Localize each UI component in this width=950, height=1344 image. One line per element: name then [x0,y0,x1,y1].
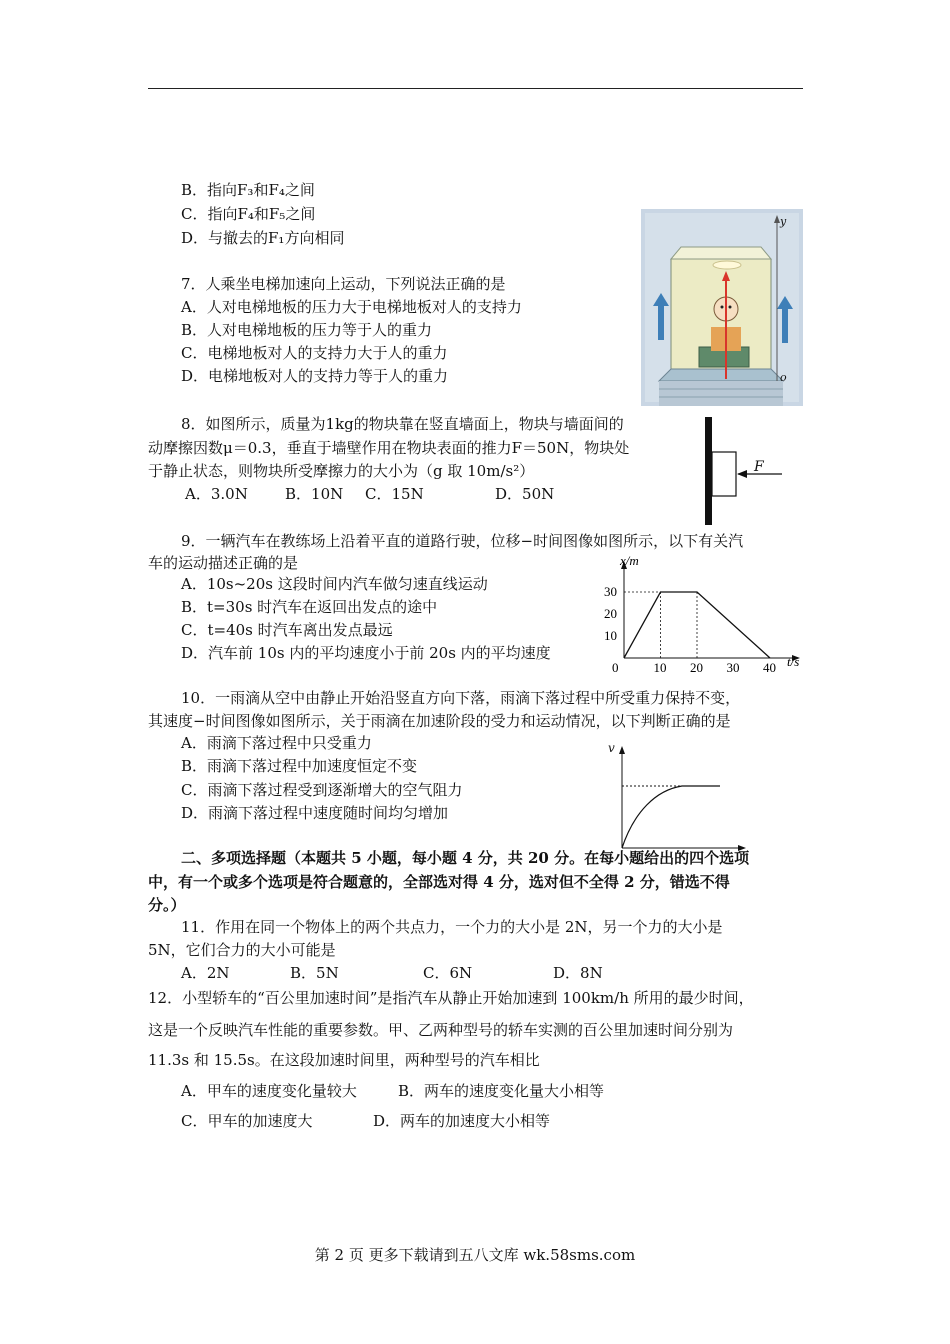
q9-line-2: 车的运动描述正确的是 [148,554,299,572]
section2-line-1: 二、多项选择题（本题共 5 小题，每小题 4 分，共 20 分。在每小题给出的四个选项 [181,849,750,867]
section2-line-2: 中，有一个或多个选项是符合题意的，全部选对得 4 分，选对但不全得 2 分，错选不得 [148,873,730,891]
xt-x-tick-30: 30 [726,660,740,674]
q8-option-d: D．50N [495,485,555,503]
q11-line-1: 11．作用在同一个物体上的两个共点力，一个力的大小是 2N，另一个力的大小是 [181,918,723,936]
xt-x-tick-40: 40 [763,660,776,674]
q12-line-1: 12．小型轿车的“百公里加速时间”是指汽车从静止开始加速到 100km/h 所用的最少时间， [148,989,754,1007]
q11-option-d: D．8N [553,964,603,982]
q10-line-1: 10．一雨滴从空中由静止开始沿竖直方向下落，雨滴下落过程中所受重力保持不变， [181,689,741,707]
q9-option-b: B．t=30s 时汽车在返回出发点的途中 [181,598,438,616]
q8-line-1: 8．如图所示，质量为1kg的物块靠在竖直墙面上，物块与墙面间的 [181,415,624,433]
q11-option-c: C．6N [423,964,473,982]
xt-x-tick-20: 20 [690,660,703,674]
q11-option-b: B．5N [290,964,339,982]
q9-option-d: D．汽车前 10s 内的平均速度小于前 20s 内的平均速度 [181,644,551,662]
xt-x-tick-10: 10 [653,660,667,674]
xt-y-tick-10: 10 [604,628,617,643]
xt-y-tick-30: 30 [604,584,617,599]
q11-option-a: A．2N [181,964,230,982]
force-label-f: F [754,459,764,475]
q6-option-c: C．指向F₄和F₅之间 [181,205,316,223]
q12-line-3: 11.3s 和 15.5s。在这段加速时间里，两种型号的汽车相比 [148,1051,540,1069]
xt-chart [600,552,810,674]
q6-option-b: B．指向F₃和F₄之间 [181,181,315,199]
wall-block-figure [700,417,790,527]
q8-option-a: A．3.0N [185,485,248,503]
vt-axis-v: v [608,741,615,755]
q10-option-a: A．雨滴下落过程中只受重力 [181,734,372,752]
xt-x-tick-0: 0 [612,660,619,674]
q9-option-a: A．10s~20s 这段时间内汽车做匀速直线运动 [181,575,488,593]
q8-option-c: C．15N [365,485,424,503]
q12-line-2: 这是一个反映汽车性能的重要参数。甲、乙两种型号的轿车实测的百公里加速时间分别为 [148,1021,734,1039]
q9-option-c: C．t=40s 时汽车离出发点最远 [181,621,393,639]
q10-option-b: B．雨滴下落过程中加速度恒定不变 [181,757,418,775]
xt-ylabel: x/m [620,553,639,568]
header-rule [148,88,803,89]
page-footer: 第 2 页 更多下载请到五八文库 wk.58sms.com [314,1246,636,1264]
q12-option-d: D．两车的加速度大小相等 [373,1112,551,1130]
q7-option-d: D．电梯地板对人的支持力等于人的重力 [181,367,449,385]
elevator-axis-o: o [780,371,787,384]
xt-y-tick-20: 20 [604,606,617,621]
q7-stem: 7．人乘坐电梯加速向上运动，下列说法正确的是 [181,275,506,293]
q12-option-b: B．两车的速度变化量大小相等 [398,1082,605,1100]
q8-line-2: 动摩擦因数μ＝0.3，垂直于墙壁作用在物块表面的推力F＝50N，物块处 [148,439,630,457]
q7-option-a: A．人对电梯地板的压力大于电梯地板对人的支持力 [181,298,522,316]
q9-line-1: 9．一辆汽车在教练场上沿着平直的道路行驶，位移−时间图像如图所示，以下有关汽 [181,532,744,550]
q7-option-c: C．电梯地板对人的支持力大于人的重力 [181,344,448,362]
q12-option-a: A．甲车的速度变化量较大 [181,1082,357,1100]
xt-xlabel: t/s [787,654,800,669]
q10-option-c: C．雨滴下落过程受到逐渐增大的空气阻力 [181,781,463,799]
q8-line-3: 于静止状态，则物块所受摩擦力的大小为（g 取 10m/s²） [148,462,535,480]
q11-line-2: 5N，它们合力的大小可能是 [148,941,336,959]
q10-line-2: 其速度−时间图像如图所示，关于雨滴在加速阶段的受力和运动情况，以下判断正确的是 [148,712,731,730]
elevator-axis-y: y [780,215,787,228]
q8-option-b: B．10N [285,485,344,503]
q12-option-c: C．甲车的加速度大 [181,1112,313,1130]
section2-line-3: 分。） [148,896,186,914]
vt-chart [612,740,752,852]
elevator-figure [641,209,803,406]
q6-option-d: D．与撤去的F₁方向相同 [181,229,345,247]
q10-option-d: D．雨滴下落过程中速度随时间均匀增加 [181,804,449,822]
q7-option-b: B．人对电梯地板的压力等于人的重力 [181,321,433,339]
